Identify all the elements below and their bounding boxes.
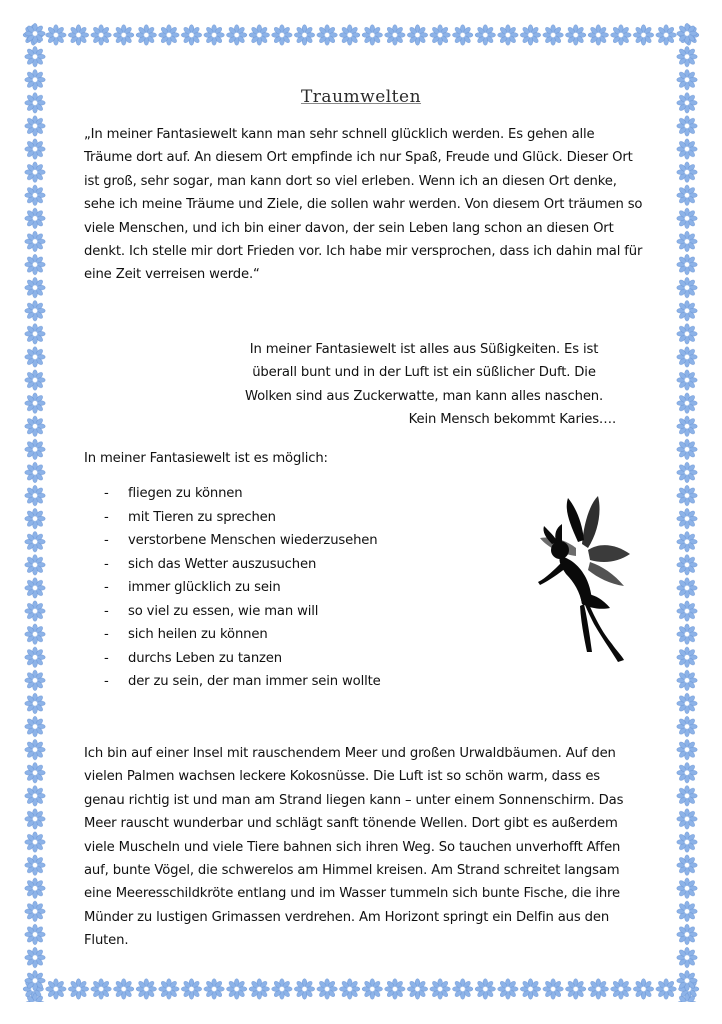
fairy-silhouette-icon [526,492,642,664]
list-item [104,553,381,577]
list-dash: - [104,486,109,501]
list-dash: - [104,627,109,642]
list-item [104,576,381,600]
list-item [104,506,381,530]
list-item [104,482,381,506]
list-item-text: so viel zu essen, wie man will [128,603,319,619]
list-item [104,623,381,647]
page-title: Traumwelten [300,87,422,107]
possibilities-list [104,482,381,694]
intro-paragraph: „In meiner Fantasiewelt kann man sehr schnell glücklich werden. Es gehen alle Träume dort auf. An diesem Ort empfinde ich nur Spaß, Freude und Glück. Dieser Ort ist groß, sehr sogar, man kann dort so viel erleben. Wenn ich an diesen Ort denke, sehe ich meine Träume und Ziele, die sollen wahr werden. Von diesem Ort träumen so viele Menschen, und ich bin einer davon, der sein Leben lang schon an diesen Ort denkt. Ich stelle mir dort Frieden vor. Ich habe mir versprochen, dass ich dahin mal für eine Zeit verreisen werde.“ [84,127,643,283]
list-item [104,670,381,694]
list-item-text: durchs Leben zu tanzen [128,650,282,666]
sweets-paragraph-text: In meiner Fantasiewelt ist alles aus Süßigkeiten. Es ist überall bunt und in der Luft ist ein süßlicher Duft. Die Wolken sind aus Zuckerwatte, man kann alles naschen. [244,342,604,404]
list-item-text: sich das Wetter auszusuchen [128,556,317,572]
list-item-text: verstorbene Menschen wiederzusehen [128,533,378,548]
list-item [104,647,381,671]
blue-flower-icon [22,976,700,1002]
blue-flower-icon [22,22,700,48]
list-intro: In meiner Fantasiewelt ist es möglich: [84,451,328,466]
list-dash: - [104,509,109,525]
list-dash: - [104,580,109,595]
blue-flower-icon [674,22,700,1002]
sweets-paragraph [232,338,616,432]
list-item [104,600,381,624]
list-dash: - [104,674,109,689]
list-item-text: mit Tieren zu sprechen [128,509,276,525]
list-item-text: fliegen zu können [128,486,243,501]
list-dash: - [104,533,109,548]
list-dash: - [104,650,109,666]
blue-flower-icon [22,22,48,1002]
list-dash: - [104,603,109,619]
sweets-paragraph-last-line: Kein Mensch bekommt Karies…. [408,412,616,428]
island-paragraph: Ich bin auf einer Insel mit rauschendem Meer und großen Urwaldbäumen. Auf den vielen Palmen wachsen leckere Kokosnüsse. Die Luft ist so schön warm, dass es genau richtig ist und man am Strand liegen kann – unter einem Sonnenschirm. Das Meer rauscht wunderbar und schlägt sanft tönende Wellen. Dort gibt es außerdem viele Muscheln und viele Tiere bahnen sich ihren Weg. So tauchen unverhofft Affen auf, bunte Vögel, die schwerelos am Himmel kreisen. Am Strand schreitet langsam eine Meeresschildkröte entlang und im Wasser tummeln sich bunte Fische, die ihre Münder zu lustigen Grimassen verdrehen. Am Horizont springt ein Delfin aus den Fluten. [84,746,624,949]
list-item-text: der zu sein, der man immer sein wollte [128,674,381,689]
list-item-text: immer glücklich zu sein [128,580,281,595]
list-dash: - [104,556,109,572]
list-item [104,529,381,553]
list-item-text: sich heilen zu können [128,627,268,642]
